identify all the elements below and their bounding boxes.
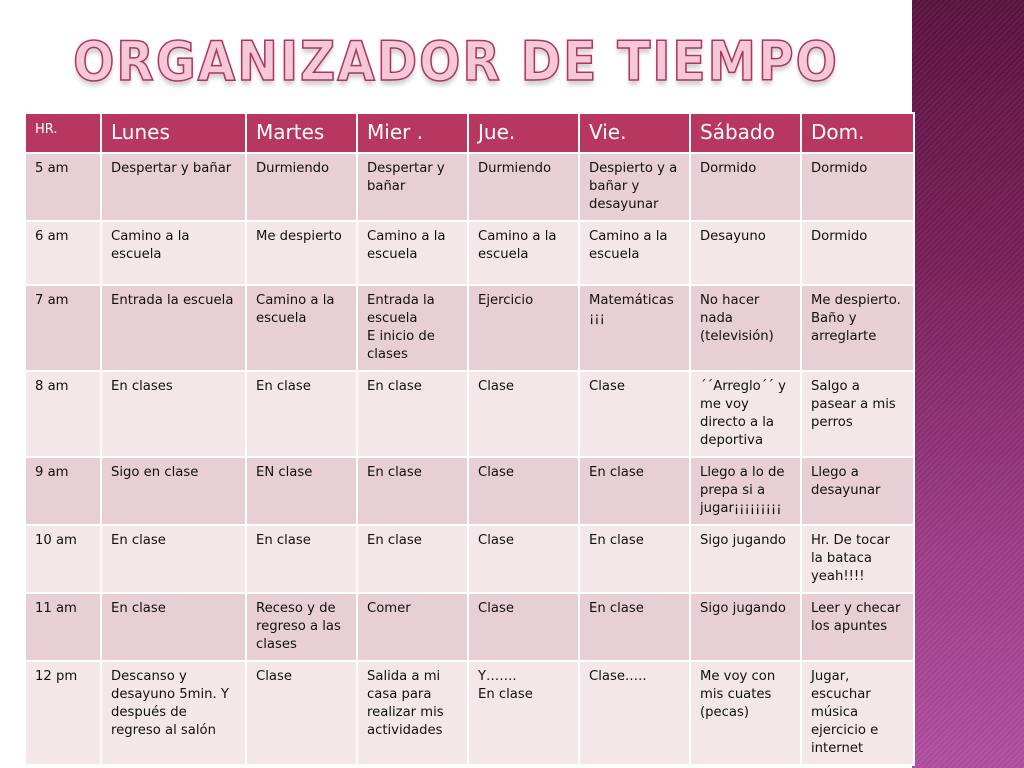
activity-cell: Dormido: [801, 153, 914, 221]
activity-cell: Despertar y bañar: [101, 153, 246, 221]
activity-cell: Llego a desayunar: [801, 457, 914, 525]
activity-cell: Matemáticas ¡¡¡: [579, 285, 690, 371]
page-title: ORGANIZADOR DE TIEMPO: [73, 30, 839, 93]
activity-cell: No hacer nada (televisión): [690, 285, 801, 371]
activity-cell: Clase: [468, 457, 579, 525]
activity-cell: En clase: [579, 457, 690, 525]
hour-cell: 12 pm: [25, 661, 101, 765]
activity-cell: Despierto y a bañar y desayunar: [579, 153, 690, 221]
table-header-row: [25, 113, 914, 153]
hour-cell: 11 am: [25, 593, 101, 661]
activity-cell: Me despierto: [246, 221, 357, 285]
activity-cell: Camino a la escuela: [246, 285, 357, 371]
activity-cell: Comer: [357, 593, 468, 661]
activity-cell: Durmiendo: [246, 153, 357, 221]
activity-cell: ´´Arreglo´´ y me voy directo a la deportiva: [690, 371, 801, 457]
activity-cell: En clase: [357, 457, 468, 525]
hour-cell: 8 am: [25, 371, 101, 457]
activity-cell: Clase…..: [579, 661, 690, 765]
activity-cell: Camino a la escuela: [468, 221, 579, 285]
activity-cell: Clase: [246, 661, 357, 765]
activity-cell: Clase: [579, 371, 690, 457]
header-viernes: Vie.: [579, 113, 690, 153]
hour-cell: 10 am: [25, 525, 101, 593]
header-jueves: Jue.: [468, 113, 579, 153]
activity-cell: Leer y checar los apuntes: [801, 593, 914, 661]
hour-cell: 6 am: [25, 221, 101, 285]
table-row: [25, 457, 914, 525]
activity-cell: Camino a la escuela: [101, 221, 246, 285]
activity-cell: En clase: [246, 371, 357, 457]
activity-cell: Durmiendo: [468, 153, 579, 221]
activity-cell: En clase: [246, 525, 357, 593]
header-miercoles: Mier .: [357, 113, 468, 153]
activity-cell: Clase: [468, 525, 579, 593]
header-sabado: Sábado: [690, 113, 801, 153]
activity-cell: Ejercicio: [468, 285, 579, 371]
activity-cell: Me despierto. Baño y arreglarte: [801, 285, 914, 371]
header-lunes: Lunes: [101, 113, 246, 153]
activity-cell: Hr. De tocar la bataca yeah!!!!: [801, 525, 914, 593]
activity-cell: Desayuno: [690, 221, 801, 285]
hour-cell: 9 am: [25, 457, 101, 525]
table-row: [25, 153, 914, 221]
table-row: [25, 525, 914, 593]
activity-cell: En clase: [101, 593, 246, 661]
activity-cell: Clase: [468, 593, 579, 661]
table-row: [25, 371, 914, 457]
activity-cell: En clase: [579, 593, 690, 661]
activity-cell: Salgo a pasear a mis perros: [801, 371, 914, 457]
header-martes: Martes: [246, 113, 357, 153]
activity-cell: Dormido: [801, 221, 914, 285]
hour-cell: 5 am: [25, 153, 101, 221]
activity-cell: En clase: [579, 525, 690, 593]
decorative-side-band: [912, 0, 1024, 768]
activity-cell: En clase: [357, 525, 468, 593]
activity-cell: Me voy con mis cuates (pecas): [690, 661, 801, 765]
activity-cell: Dormido: [690, 153, 801, 221]
activity-cell: En clases: [101, 371, 246, 457]
header-domingo: Dom.: [801, 113, 914, 153]
table-row: [25, 593, 914, 661]
header-hour: HR.: [25, 113, 101, 153]
hour-cell: 7 am: [25, 285, 101, 371]
activity-cell: Clase: [468, 371, 579, 457]
activity-cell: Llego a lo de prepa si a jugar¡¡¡¡¡¡¡¡¡: [690, 457, 801, 525]
schedule-table: [24, 112, 915, 766]
activity-cell: En clase: [101, 525, 246, 593]
activity-cell: Jugar, escuchar música ejercicio e internet: [801, 661, 914, 765]
activity-cell: Sigo jugando: [690, 525, 801, 593]
activity-cell: Descanso y desayuno 5min. Y después de regreso al salón: [101, 661, 246, 765]
activity-cell: Entrada la escuela: [101, 285, 246, 371]
activity-cell: Despertar y bañar: [357, 153, 468, 221]
activity-cell: EN clase: [246, 457, 357, 525]
activity-cell: Sigo en clase: [101, 457, 246, 525]
table-row: [25, 285, 914, 371]
table-row: [25, 661, 914, 765]
activity-cell: Y……. En clase: [468, 661, 579, 765]
activity-cell: Entrada la escuela E inicio de clases: [357, 285, 468, 371]
activity-cell: Camino a la escuela: [357, 221, 468, 285]
activity-cell: En clase: [357, 371, 468, 457]
table-row: [25, 221, 914, 285]
activity-cell: Camino a la escuela: [579, 221, 690, 285]
activity-cell: Sigo jugando: [690, 593, 801, 661]
activity-cell: Salida a mi casa para realizar mis actividades: [357, 661, 468, 765]
activity-cell: Receso y de regreso a las clases: [246, 593, 357, 661]
